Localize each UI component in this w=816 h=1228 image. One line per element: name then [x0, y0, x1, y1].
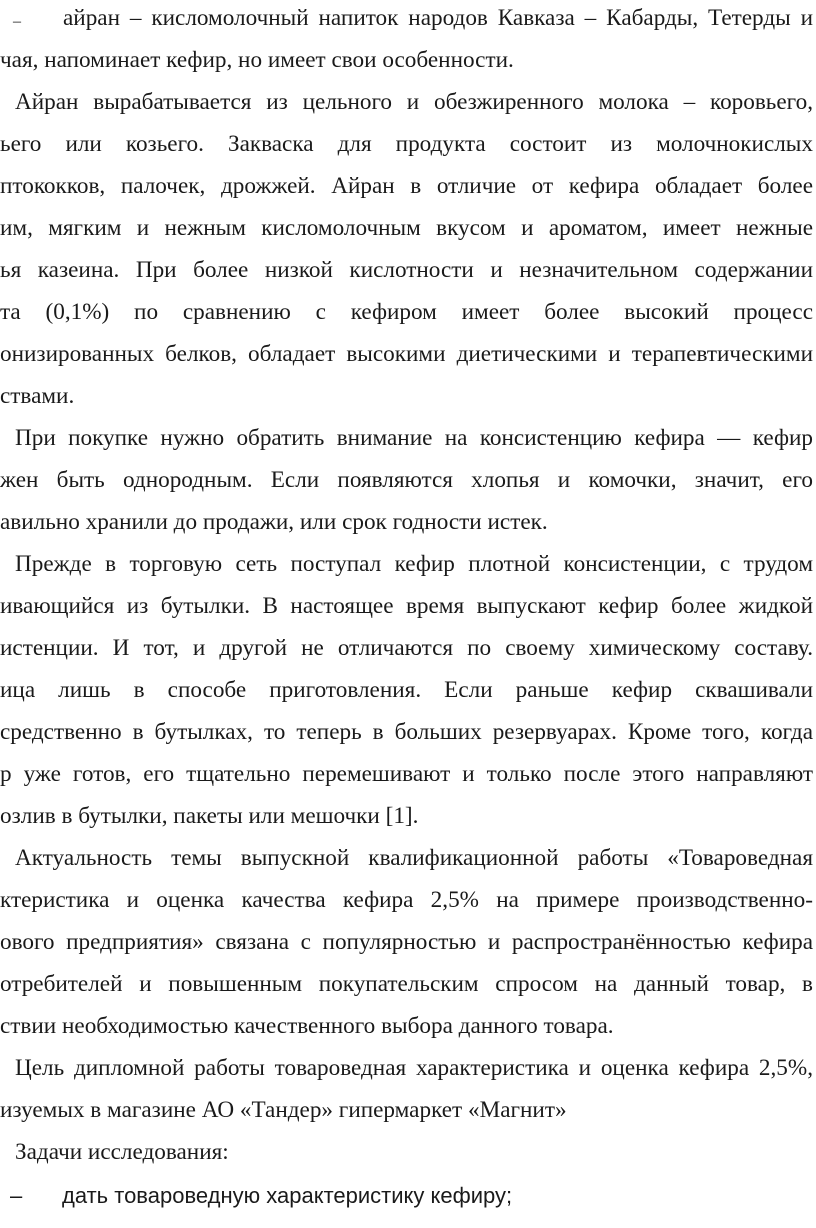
list-marker: –	[13, 13, 21, 30]
text-line: птококков, палочек, дрожжей. Айран в отличие от кефира обладает более	[0, 173, 813, 199]
text-line: ктеристика и оценка качества кефира 2,5% на примере производственно-	[0, 887, 813, 913]
text-line: чая, напоминает кефир, но имеет свои особенности.	[0, 47, 514, 73]
text-line: ствами.	[0, 383, 75, 409]
text-line: онизированных белков, обладает высокими диетическими и терапевтическими	[0, 341, 813, 367]
text-line: средственно в бутылках, то теперь в больших резервуарах. Кроме того, когда	[0, 719, 813, 745]
text-line: отребителей и повышенным покупательским спросом на данный товар, в	[0, 971, 813, 997]
list-bullet-dash: –	[10, 1183, 23, 1208]
list-item-text: дать товароведную характеристику кефиру;	[62, 1183, 513, 1208]
paragraph-first-line: Прежде в торговую сеть поступал кефир плотной консистенции, с трудом	[15, 551, 813, 577]
paragraph-first-line: Цель дипломной работы товароведная характеристика и оценка кефира 2,5%,	[15, 1055, 813, 1081]
text-line: истенции. И тот, и другой не отличаются по своему химическому составу.	[0, 635, 813, 661]
text-line: та (0,1%) по сравнению с кефиром имеет более высокий процесс	[0, 299, 813, 325]
text-line: ивающийся из бутылки. В настоящее время выпускают кефир более жидкой	[0, 593, 813, 619]
text-line: им, мягким и нежным кисломолочным вкусом и ароматом, имеет нежные	[0, 215, 813, 241]
text-line: ового предприятия» связана с популярностью и распространённостью кефира	[0, 929, 813, 955]
text-line: авильно хранили до продажи, или срок годности истек.	[0, 509, 548, 535]
text-line: ья казеина. При более низкой кислотности и незначительном содержании	[0, 257, 813, 283]
text-line: ьего или козьего. Закваска для продукта состоит из молочнокислых	[0, 131, 813, 157]
text-line: ствии необходимостью качественного выбора данного товара.	[0, 1013, 614, 1039]
paragraph-first-line: Айран вырабатывается из цельного и обезжиренного молока – коровьего,	[15, 89, 813, 115]
section-heading: Задачи исследования:	[15, 1139, 229, 1165]
text-line: р уже готов, его тщательно перемешивают и только после этого направляют	[0, 761, 813, 787]
paragraph-first-line: Актуальность темы выпускной квалификационной работы «Товароведная	[15, 845, 813, 871]
text-line: ица лишь в способе приготовления. Если раньше кефир сквашивали	[0, 677, 813, 703]
paragraph-first-line: При покупке нужно обратить внимание на консистенцию кефира — кефир	[15, 425, 813, 451]
text-line: изуемых в магазине АО «Тандер» гипермаркет «Магнит»	[0, 1097, 567, 1123]
text-line: айран – кисломолочный напиток народов Кавказа – Кабарды, Тетерды и	[63, 5, 813, 31]
text-line: жен быть однородным. Если появляются хлопья и комочки, значит, его	[0, 467, 813, 493]
text-line: озлив в бутылки, пакеты или мешочки [1].	[0, 803, 419, 829]
